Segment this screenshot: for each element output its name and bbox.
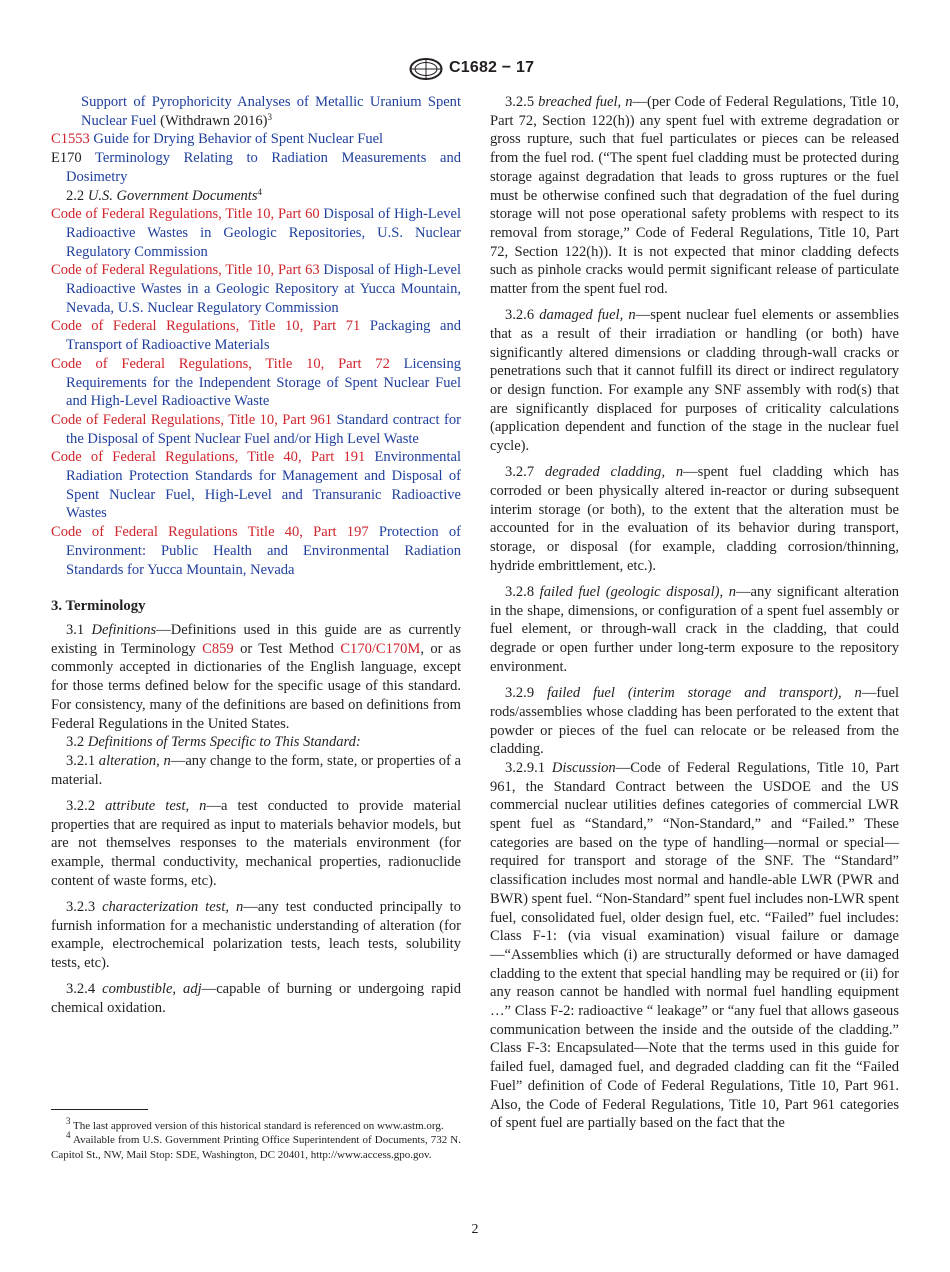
page-header (0, 58, 950, 80)
left-column (51, 93, 461, 1018)
title-link[interactable]: Packaging and Transport of Radioactive Materials (66, 318, 461, 354)
definition-paragraph (490, 583, 899, 677)
text-span: 3.2.2 (66, 797, 106, 814)
title-link[interactable]: Environmental Radiation Protection Standards for Management and Disposal of Spent Nuclear Fuel, High-Level and Transuranic Radioactive Wastes (66, 449, 461, 522)
astm-logo-icon (409, 58, 443, 80)
reference-item (51, 317, 461, 354)
text-span: 3.2.5 (505, 94, 539, 110)
subsection-heading (51, 187, 461, 206)
definition-paragraph (490, 759, 899, 1133)
definition-paragraph (51, 752, 461, 789)
text-span: —Code of Federal Regulations, Title 10, Part 961, the Standard Contract between the USDOE and the US commercial nuclear utilities defines categories of commercial LWR spent fuel as “Standard,” “Non-Standard,” and “Failed.” These categories are based on the type of handling—normal or special—required for transport and storage of the SNF. The “Standard” classification includes most normal and handle-able LWR (PWR and BWR) spent fuel. “Non-Standard” spent fuel includes non-LWR spent fuel, consolidated fuel, older design fuel, etc. “Failed” fuel includes: Class F-1: (via visual examination) visual failure or damage—“Assemblies which (i) are structurally deformed or have damaged cladding to the extent that special handling may be required or (ii) for any reason cannot be handled with normal fuel handling equipment …” Class F-2: radioactive “ leakage” or “any fuel that allows gaseous communication between the inside and the outside of the cladding.” Class F-3: Encapsulated—Note that the terms used in this guide for failed fuel, damaged fuel, and degraded cladding can fit the “Failed Fuel” definition of Code of Federal Regulations, Title 10, Part 961. Also, the Code of Federal Regulations, Title 10, Part 961 categories of spent fuel are partially based on the fact that the (490, 759, 899, 1132)
title-link[interactable]: Disposal of High-Level Radioactive Wastes in a Geologic Repository at Yucca Mountain, Nevada, U.S. Nuclear Regulatory Commission (66, 262, 461, 316)
document-id: C1682 − 17 (449, 59, 535, 76)
text-span: combustible, adj (102, 981, 202, 998)
text-span: characterization test, n (102, 898, 244, 915)
text-span: failed fuel (geologic disposal), n (539, 584, 736, 601)
standard-link[interactable]: C859 (202, 640, 234, 657)
standard-link[interactable]: Code of Federal Regulations, Title 10, Part 60 (51, 206, 320, 223)
text-span: —any change to the form, state, or properties of a material. (51, 752, 461, 788)
reference-item (51, 130, 461, 149)
standard-link[interactable]: Code of Federal Regulations, Title 10, Part 961 (51, 411, 333, 428)
standard-link[interactable]: Code of Federal Regulations, Title 10, Part 72 (51, 355, 390, 372)
title-link[interactable]: Support of Pyrophoricity Analyses of Metallic Uranium Spent Nuclear Fuel (81, 94, 461, 129)
text-span: or Test Method (233, 640, 341, 657)
page-number: 2 (471, 1222, 479, 1237)
title-link[interactable]: Terminology Relating to Radiation Measurements and Dosimetry (66, 150, 461, 185)
definition-paragraph (51, 797, 461, 891)
text-span: , or as commonly accepted in dictionaries of the English language, except for those terms defined below for the specific usage of this standard. For consistency, many of the definitions are based on definitions from Federal Regulations in the United States. (51, 640, 461, 732)
footnote (51, 1116, 461, 1133)
text-span: —a test conducted to provide material properties that are required as input to materials behavior models, but are not themselves responses to the materials environment (for example, thermal conductivity, mechanical properties, radionuclide content of waste forms, etc). (51, 797, 462, 889)
text-span: attribute test, n (105, 797, 207, 814)
text-span: 3.2.1 (66, 752, 99, 769)
terminology-paragraphs-right (490, 93, 899, 1133)
definition-paragraph (51, 733, 461, 752)
reference-item (51, 523, 461, 579)
definition-paragraph (490, 93, 899, 299)
footnote-ref: 3 (267, 111, 272, 122)
standard-link[interactable]: Code of Federal Regulations, Title 10, Part 71 (51, 318, 361, 335)
text-span: 3.2.3 (66, 898, 103, 915)
title-link[interactable]: Disposal of High-Level Radioactive Wastes in Geologic Repositories, U.S. Nuclear Regulatory Commission (66, 206, 461, 260)
footnote-divider (51, 1109, 148, 1110)
text-span: 3.2 (66, 734, 88, 751)
footnote-text: The last approved version of this historical standard is referenced on www.astm.org. (70, 1120, 444, 1132)
text-span: —spent fuel cladding which has corroded or been physically altered in-reactor or during subsequent interim storage (or both), to the extent that the alteration must be accounted for in the evaluation of its behavior during transport, storage, or disposal (for example, cladding corrosion/thinning, hydride embrittlement, etc.). (490, 464, 899, 574)
text-span: 3.2.9 (505, 685, 548, 702)
right-column (490, 93, 899, 1133)
text-span: —spent nuclear fuel elements or assemblies that as a result of their irradiation or handling (or both) have significantly altered dimensions or cladding through-wall cracks or penetrations such that it cannot fulfill its direct or indirect regulatory or design function. For example any SNF assembly with rod(s) that are significantly displaced for purposes of criticality calculations (application dependent and function of the stage in the nuclear fuel cycle). (490, 307, 900, 455)
section-title: 3. Terminology (51, 598, 146, 615)
text-span: Definitions of Terms Specific to This Standard: (87, 734, 361, 751)
text-span: Discussion (551, 759, 616, 776)
reference-item (51, 93, 461, 130)
text-span: 3.2.9.1 (505, 759, 552, 776)
text-span: degraded cladding, n (544, 464, 684, 481)
definition-paragraph (51, 898, 461, 973)
reference-item (51, 355, 461, 411)
standard-link[interactable]: Code of Federal Regulations Title 40, Part 197 (51, 524, 369, 541)
text-span: Definitions (91, 621, 157, 638)
footnote-text: Available from U.S. Government Printing Office Superintendent of Documents, 732 N. Capitol St., NW, Mail Stop: SDE, Washington, DC 20401, http://www.access.gpo.gov. (51, 1134, 461, 1161)
reference-item (51, 411, 461, 448)
title-link[interactable]: Guide for Drying Behavior of Spent Nuclear Fuel (89, 131, 384, 148)
text-span: —capable of burning or undergoing rapid chemical oxidation. (51, 981, 461, 1016)
text-span: damaged fuel, n (539, 307, 636, 324)
text-span: —Definitions used in this guide are as currently existing in Terminology (51, 621, 461, 657)
definition-paragraph (490, 306, 899, 456)
terminology-paragraphs-left (51, 621, 461, 1018)
text-span: (Withdrawn 2016) (156, 112, 268, 129)
text-span: —any test conducted principally to furnish information for a mechanistic understanding of alteration (for example, electrochemical polarization tests, leach tests, solubility tests, etc). (51, 898, 461, 971)
text-span: alteration, n (98, 752, 171, 769)
footnote-number: 4 (66, 1130, 71, 1141)
text-span: 3.2.4 (66, 981, 103, 998)
definition-paragraph (490, 684, 899, 759)
footnote (51, 1130, 461, 1162)
standard-link[interactable]: C170/C170M (340, 640, 421, 657)
title-link[interactable]: Licensing Requirements for the Independent Storage of Spent Nuclear Fuel and High-Level Radioactive Waste (66, 355, 461, 410)
title-link[interactable]: Protection of Environment: Public Health and Environmental Radiation Standards for Yucca Mountain, Nevada (66, 524, 461, 578)
title-link[interactable]: Standard contract for the Disposal of Spent Nuclear Fuel and/or High Level Waste (66, 411, 461, 447)
text-span: breached fuel, n (538, 94, 633, 110)
standard-link[interactable]: Code of Federal Regulations, Title 10, Part 63 (51, 262, 320, 279)
text-span: failed fuel (interim storage and transport), n (547, 685, 862, 702)
footnote-number: 3 (66, 1116, 71, 1126)
definition-paragraph (51, 980, 461, 1017)
footnote-ref: 4 (257, 186, 263, 197)
reference-list (51, 93, 461, 579)
definition-paragraph (490, 463, 899, 575)
text-span: 3.1 (66, 621, 92, 638)
standard-link[interactable]: Code of Federal Regulations, Title 40, Part 191 (51, 449, 366, 466)
text-span: —fuel rods/assemblies whose cladding has been perforated to the extent that powder or pieces of the fuel can relocate or be released from the cladding. (490, 685, 899, 758)
reference-item (51, 205, 461, 261)
reference-item (51, 261, 461, 317)
definition-paragraph (51, 621, 461, 733)
text-span: 3.2.8 (505, 584, 540, 601)
text-span: —(per Code of Federal Regulations, Title 10, Part 72, Section 122(h)) any spent fuel with extreme degradation or gross rupture, such that fuel particulates or pieces can be released from the fuel rod. (“The spent fuel cladding must be protected during storage against degradation that leads to gross ruptures or the fuel must be otherwise confined such that degradation of the fuel during storage will not pose operational safety problems with respect to its removal from storage,” Code of Federal Regulations, Title 10, Part 72, Section 122(h)). It is not expected that minor cladding defects such as pinhole cracks would permit significant release of particulate matter from the spent fuel rod. (490, 94, 899, 298)
text-span: 2.2 (66, 187, 88, 204)
text-span: 3.2.7 (505, 464, 545, 481)
standard-link[interactable]: C1553 (51, 131, 90, 148)
text-span: —any significant alteration in the shape, dimensions, or configuration of a spent fuel assembly or fuel element, or through-wall crack in the cladding, that could degrade or open further under long-term exposure to the repository environment. (490, 584, 899, 675)
footnotes (51, 1116, 461, 1162)
text-span: 3.2.6 (505, 307, 540, 324)
text-span: E170 (51, 150, 82, 167)
reference-item (51, 149, 461, 186)
reference-item (51, 448, 461, 523)
text-span: U.S. Government Documents (87, 187, 258, 204)
